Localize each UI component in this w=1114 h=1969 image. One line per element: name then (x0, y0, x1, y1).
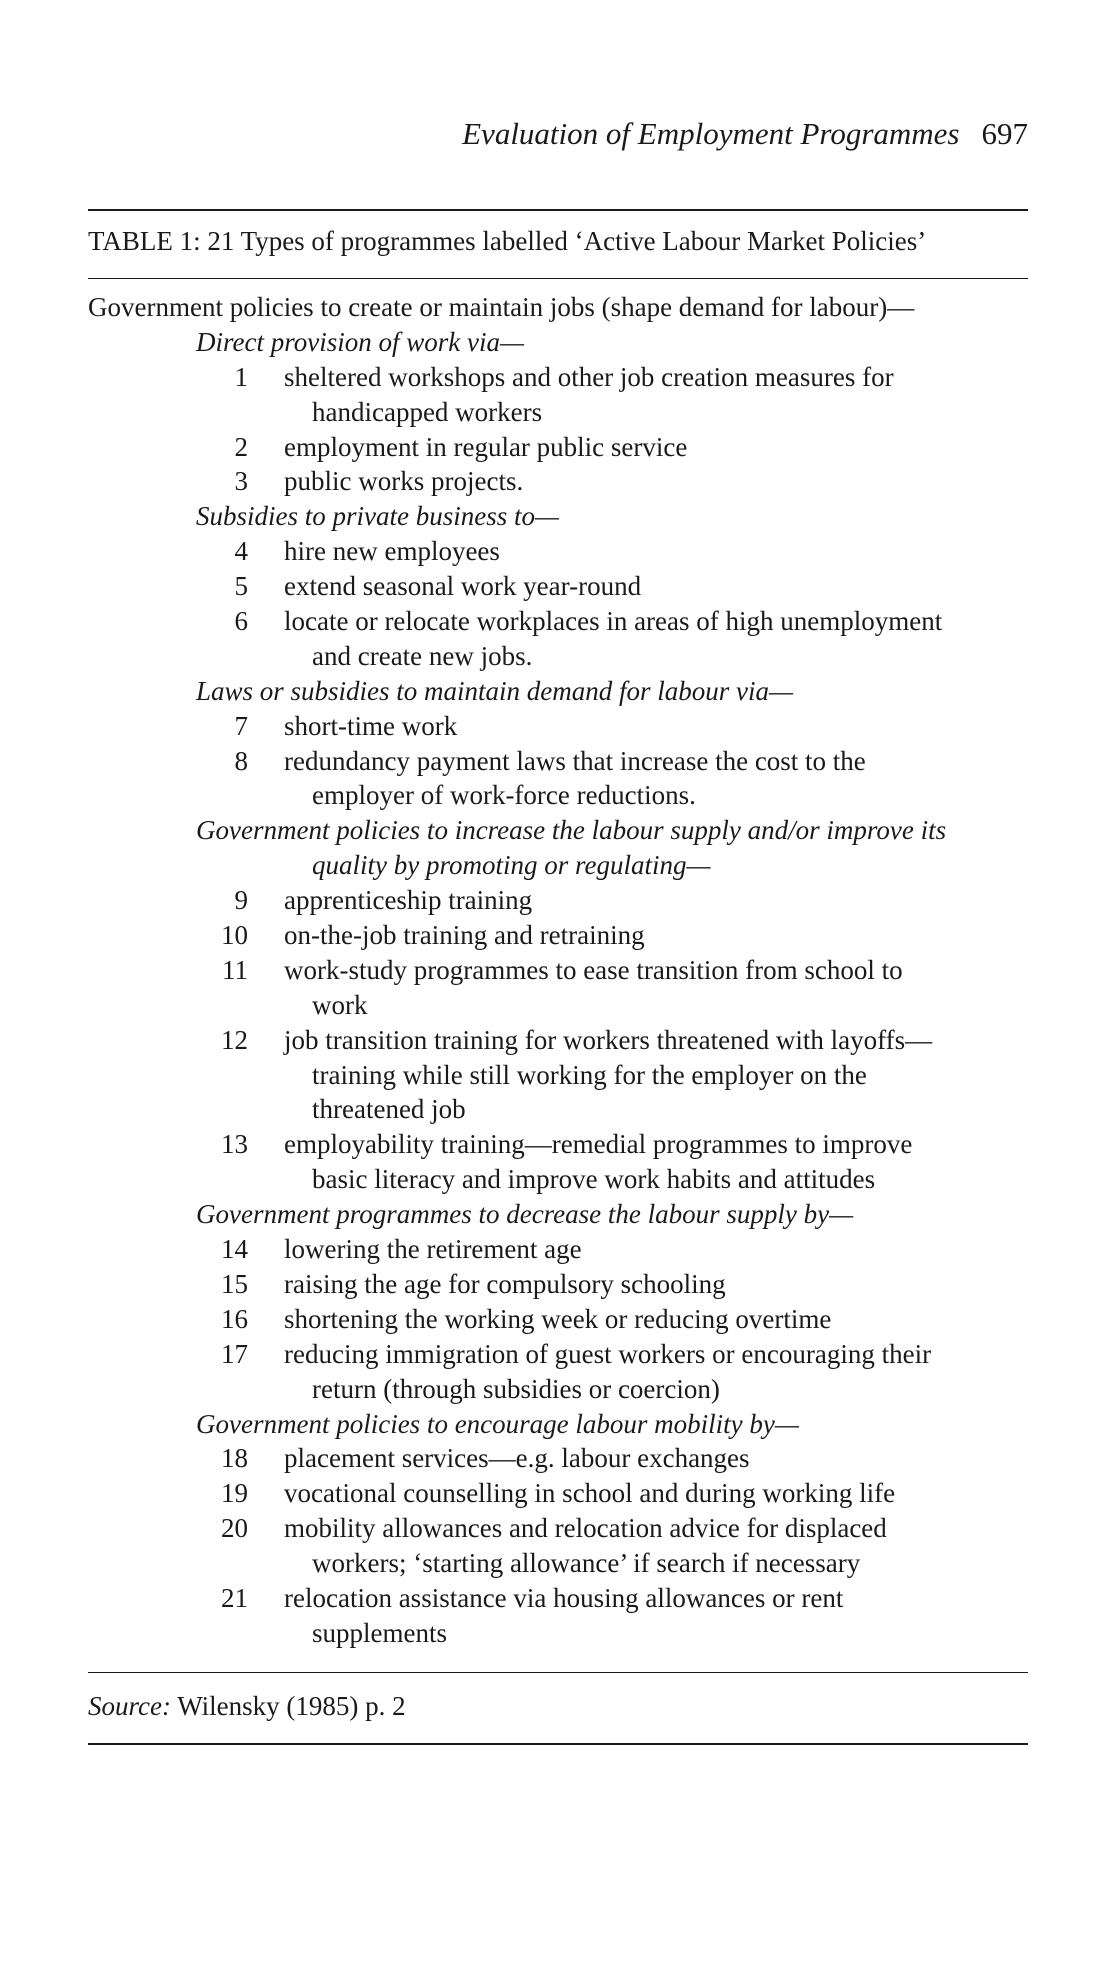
source-label: Source: (88, 1691, 171, 1721)
item-number: 12 (221, 1024, 248, 1055)
item-number: 1 (234, 361, 248, 392)
caption-rule (88, 278, 1028, 279)
running-head-title: Evaluation of Employment Programmes (462, 116, 960, 151)
line-text: Government policies to encourage labour mobility by— (196, 1408, 799, 1439)
page-number: 697 (981, 116, 1028, 151)
item-number: 2 (234, 431, 248, 462)
source-top-rule (88, 1672, 1028, 1673)
programme-item (88, 1511, 1028, 1546)
programme-item (88, 744, 1028, 779)
item-number: 3 (234, 466, 248, 497)
line-text: employment in regular public service (284, 431, 688, 462)
line-text: return (through subsidies or coercion) (312, 1373, 720, 1404)
item-number: 19 (221, 1478, 248, 1509)
item-number: 15 (221, 1268, 248, 1299)
programme-item (88, 1337, 1028, 1372)
line-text: quality by promoting or regulating— (312, 850, 711, 881)
item-number: 14 (221, 1234, 248, 1265)
programme-item (88, 1441, 1028, 1476)
line-text: supplements (312, 1617, 447, 1648)
item-continuation (88, 1372, 1028, 1407)
item-continuation (88, 988, 1028, 1023)
source-text: Wilensky (1985) p. 2 (177, 1691, 406, 1721)
line-text: job transition training for workers threatened with layoffs— (284, 1024, 933, 1055)
line-text: mobility allowances and relocation advice for displaced (284, 1513, 887, 1544)
line-text: Government policies to create or maintain jobs (shape demand for labour)— (88, 292, 915, 322)
item-continuation (88, 395, 1028, 430)
programme-item (88, 430, 1028, 465)
subsection-heading (88, 1407, 1028, 1442)
line-text: employer of work-force reductions. (312, 780, 696, 811)
programme-item (88, 1302, 1028, 1337)
line-text: work-study programmes to ease transition from school to (284, 954, 903, 985)
programme-item (88, 604, 1028, 639)
line-text: handicapped workers (312, 396, 543, 427)
item-continuation (88, 1092, 1028, 1127)
subsection-heading-continuation (88, 848, 1028, 883)
programme-item (88, 534, 1028, 569)
line-text: locate or relocate workplaces in areas of high unemployment (284, 606, 943, 637)
item-number: 5 (234, 571, 248, 602)
table-bottom-rule (88, 1743, 1028, 1745)
item-continuation (88, 639, 1028, 674)
subsection-heading (88, 813, 1028, 848)
line-text: work (312, 989, 368, 1020)
item-number: 20 (221, 1513, 248, 1544)
page (88, 0, 1028, 1969)
item-continuation (88, 778, 1028, 813)
line-text: placement services—e.g. labour exchanges (284, 1443, 750, 1474)
item-number: 16 (221, 1303, 248, 1334)
item-continuation (88, 1058, 1028, 1093)
item-number: 9 (234, 885, 248, 916)
programme-item (88, 1232, 1028, 1267)
subsection-heading (88, 325, 1028, 360)
programme-item (88, 569, 1028, 604)
item-continuation (88, 1616, 1028, 1651)
line-text: training while still working for the employer on the (312, 1059, 867, 1090)
line-text: shortening the working week or reducing overtime (284, 1303, 832, 1334)
item-number: 7 (234, 710, 248, 741)
programme-item (88, 1476, 1028, 1511)
programme-item (88, 883, 1028, 918)
line-text: basic literacy and improve work habits and attitudes (312, 1164, 876, 1195)
table-body (88, 290, 1028, 1651)
programme-item (88, 1023, 1028, 1058)
programme-item (88, 1127, 1028, 1162)
line-text: reducing immigration of guest workers or encouraging their (284, 1338, 932, 1369)
programme-item (88, 953, 1028, 988)
line-text: Direct provision of work via— (196, 326, 524, 357)
programme-item (88, 464, 1028, 499)
line-text: threatened job (312, 1094, 466, 1125)
line-text: lowering the retirement age (284, 1234, 582, 1265)
line-text: Subsidies to private business to— (196, 501, 559, 532)
subsection-heading (88, 499, 1028, 534)
running-head (462, 118, 1028, 149)
table-top-rule (88, 209, 1028, 211)
section-heading (88, 290, 1028, 325)
line-text: public works projects. (284, 466, 524, 497)
line-text: apprenticeship training (284, 885, 533, 916)
item-number: 4 (234, 536, 248, 567)
item-number: 6 (234, 606, 248, 637)
item-continuation (88, 1546, 1028, 1581)
line-text: redundancy payment laws that increase the cost to the (284, 745, 866, 776)
item-number: 8 (234, 745, 248, 776)
line-text: Government policies to increase the labour supply and/or improve its (196, 815, 947, 846)
line-text: raising the age for compulsory schooling (284, 1268, 726, 1299)
line-text: on-the-job training and retraining (284, 920, 645, 951)
programme-item (88, 1267, 1028, 1302)
line-text: short-time work (284, 710, 458, 741)
programme-item (88, 1581, 1028, 1616)
subsection-heading (88, 1197, 1028, 1232)
line-text: Government programmes to decrease the labour supply by— (196, 1199, 854, 1230)
line-text: relocation assistance via housing allowances or rent (284, 1582, 844, 1613)
table-caption: TABLE 1: 21 Types of programmes labelled ‘Active Labour Market Policies’ (88, 226, 927, 256)
item-number: 10 (221, 920, 248, 951)
line-text: extend seasonal work year-round (284, 571, 642, 602)
line-text: employability training—remedial programmes to improve (284, 1129, 913, 1160)
subsection-heading (88, 674, 1028, 709)
line-text: hire new employees (284, 536, 500, 567)
line-text: sheltered workshops and other job creation measures for (284, 361, 894, 392)
programme-item (88, 709, 1028, 744)
line-text: vocational counselling in school and during working life (284, 1478, 896, 1509)
line-text: Laws or subsidies to maintain demand for labour via— (196, 675, 794, 706)
line-text: and create new jobs. (312, 640, 533, 671)
item-number: 21 (221, 1582, 248, 1613)
item-number: 11 (222, 954, 248, 985)
item-number: 13 (221, 1129, 248, 1160)
item-number: 17 (221, 1338, 248, 1369)
item-continuation (88, 1162, 1028, 1197)
line-text: workers; ‘starting allowance’ if search if necessary (312, 1548, 861, 1579)
programme-item (88, 360, 1028, 395)
table-source (88, 1688, 406, 1724)
programme-item (88, 918, 1028, 953)
item-number: 18 (221, 1443, 248, 1474)
